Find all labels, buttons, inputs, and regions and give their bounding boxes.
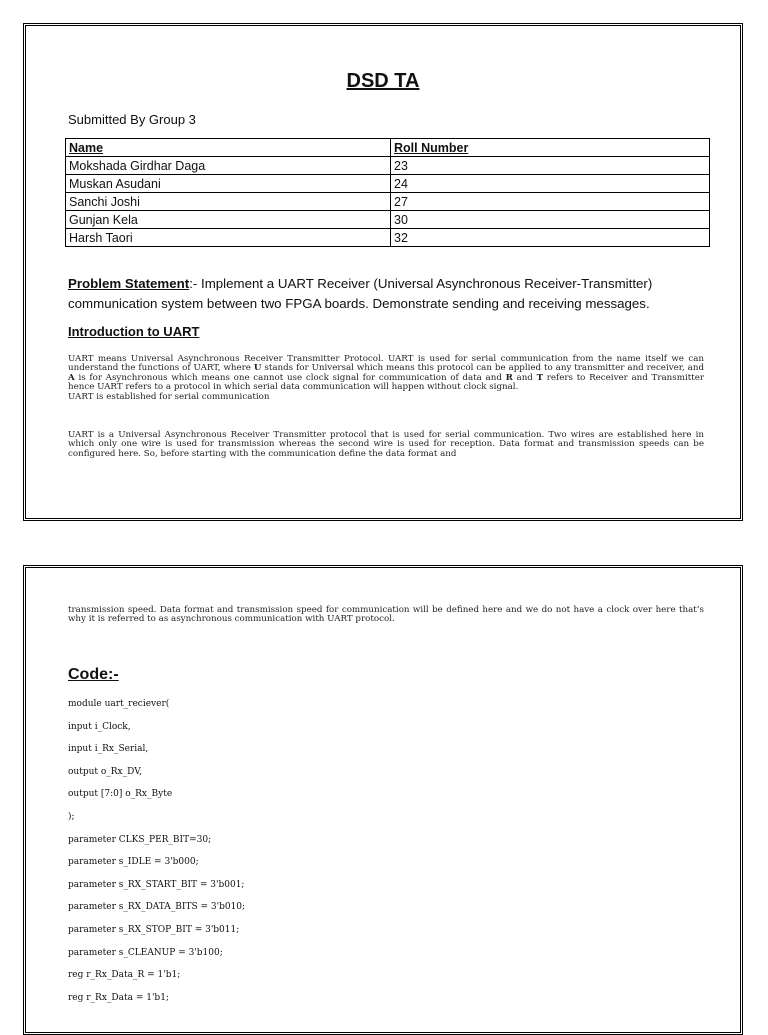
problem-statement (68, 274, 708, 314)
code-line: output [7:0] o_Rx_Byte (68, 789, 173, 800)
table-header-row (66, 139, 710, 157)
header-roll-number: Roll Number (391, 139, 710, 157)
member-name: Gunjan Kela (66, 211, 391, 229)
table-row (66, 229, 710, 247)
intro-text: UART means Universal Asynchronous Receiver Transmitter Protocol. UART is used for serial communication from the name itself we can understand the functions of UART, where (68, 354, 704, 374)
code-line: parameter s_RX_DATA_BITS = 3'b010; (68, 902, 246, 913)
member-name: Harsh Taori (66, 229, 391, 247)
intro-text: UART is established for serial communication (68, 391, 270, 402)
code-line: input i_Clock, (68, 721, 131, 732)
intro-bold-u: U (253, 363, 262, 374)
code-line: module uart_reciever( (68, 699, 170, 709)
code-line: reg r_Rx_Data_R = 1'b1; (68, 970, 181, 981)
member-roll: 30 (391, 211, 710, 229)
document-page-2 (23, 565, 743, 1035)
table-row (66, 193, 710, 211)
code-line: ); (68, 811, 75, 822)
code-line: parameter s_IDLE = 3'b000; (68, 857, 199, 868)
header-name: Name (66, 139, 391, 157)
table-row (66, 157, 710, 175)
code-block (68, 699, 245, 1015)
member-name: Sanchi Joshi (66, 193, 391, 211)
intro-paragraph-1 (68, 355, 704, 402)
intro-text: and (512, 372, 537, 383)
code-heading: Code:- (68, 666, 119, 683)
code-line: reg r_Rx_Data = 1'b1; (68, 992, 169, 1003)
member-name: Mokshada Girdhar Daga (66, 157, 391, 175)
intro-bold-r: R (505, 372, 513, 383)
intro-bold-t: T (536, 372, 544, 383)
intro-paragraph-2: UART is a Universal Asynchronous Receiver Transmitter protocol that is used for serial communication. Two wires are established here in which only one wire is used for transmission whereas the second wire is used for reception. Data format and transmission speeds can be configured here. So, before starting with the communication define the data format and (68, 430, 704, 459)
code-line: parameter CLKS_PER_BIT=30; (68, 834, 212, 845)
intro-text: stands for Universal which means this protocol can be applied to any transmitter and receiver, and (261, 363, 705, 374)
table-row (66, 175, 710, 193)
table-row (66, 211, 710, 229)
member-roll: 32 (391, 229, 710, 247)
document-page-1 (23, 23, 743, 521)
continued-paragraph: transmission speed. Data format and transmission speed for communication will be defined here and we do not have a clock over here that’s why it is referred to as asynchronous communication with UART protocol. (68, 605, 704, 625)
document-title: DSD TA (346, 70, 420, 92)
member-roll: 23 (391, 157, 710, 175)
code-line: output o_Rx_DV, (68, 766, 142, 777)
intro-text: refers to Receiver and Transmitter hence UART refers to a protocol in which serial data communication will happen without clock signal. (68, 372, 704, 393)
code-line: parameter s_RX_START_BIT = 3'b001; (68, 879, 245, 890)
intro-heading: Introduction to UART (68, 324, 200, 339)
member-roll: 27 (391, 193, 710, 211)
member-roll: 24 (391, 175, 710, 193)
intro-text: is for Asynchronous which means one cannot use clock signal for communication of data and (74, 372, 506, 383)
code-line: parameter s_CLEANUP = 3'b100; (68, 947, 223, 958)
problem-statement-label: Problem Statement (68, 276, 190, 291)
submitted-by: Submitted By Group 3 (68, 112, 196, 127)
code-line: input i_Rx_Serial, (68, 744, 149, 755)
member-name: Muskan Asudani (66, 175, 391, 193)
intro-bold-a: A (68, 372, 75, 383)
group-members-table (65, 138, 710, 247)
code-line: parameter s_RX_STOP_BIT = 3'b011; (68, 924, 240, 935)
problem-statement-text: :- Implement a UART Receiver (Universal Asynchronous Receiver-Transmitter) communication system between two FPGA boards. Demonstrate sending and receiving messages. (68, 276, 653, 311)
